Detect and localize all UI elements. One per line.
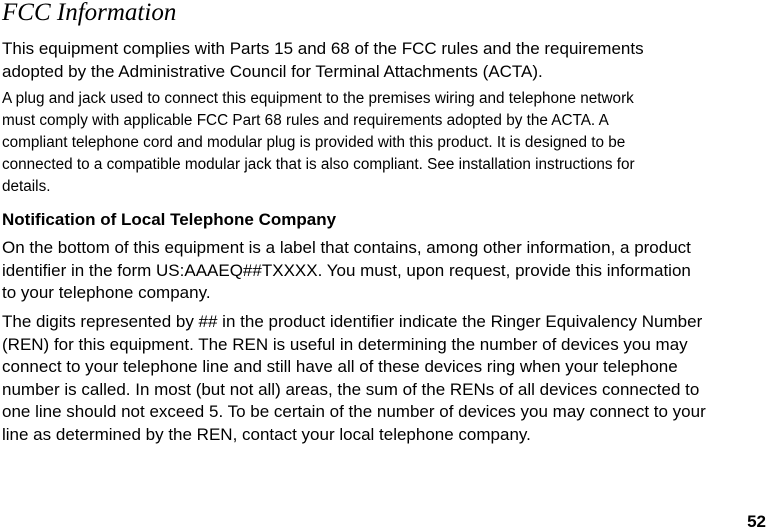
text-line: connected to a compatible modular jack that is also compliant. See installation instructions for [2,156,635,173]
text-line: one line should not exceed 5. To be certain of the number of devices you may connect to your [2,402,706,421]
text-line: (REN) for this equipment. The REN is useful in determining the number of devices you may [2,334,688,354]
text-line: must comply with applicable FCC Part 68 rules and requirements adopted by the ACTA. A [2,112,609,129]
text-line: to your telephone company. [2,283,211,302]
text-line: A plug and jack used to connect this equipment to the premises wiring and telephone network [2,90,634,107]
text-line: This equipment complies with Parts 15 and 68 of the FCC rules and the requirements [2,39,644,58]
page-title: FCC Information [2,0,177,26]
plug-jack-paragraph [2,88,766,198]
page-number: 52 [747,512,766,531]
ren-paragraph [2,311,766,446]
text-line: number is called. In most (but not all) areas, the sum of the RENs of all devices connected to [2,379,700,399]
section-heading: Notification of Local Telephone Company [2,210,337,229]
text-line: line as determined by the REN, contact your local telephone company. [2,424,531,444]
label-paragraph [2,237,766,305]
text-line: connect to your telephone line and still have all of these devices ring when your telephone [2,357,678,376]
text-line: On the bottom of this equipment is a label that contains, among other information, a product [2,238,691,257]
text-line: identifier in the form US:AAAEQ##TXXXX. You must, upon request, provide this information [2,260,691,280]
intro-paragraph [2,38,766,83]
text-line: compliant telephone cord and modular plug is provided with this product. It is designed to be [2,134,626,151]
text-line: details. [2,178,51,195]
text-line: adopted by the Administrative Council for Terminal Attachments (ACTA). [2,61,543,81]
text-line: The digits represented by ## in the product identifier indicate the Ringer Equivalency Number [2,312,703,331]
